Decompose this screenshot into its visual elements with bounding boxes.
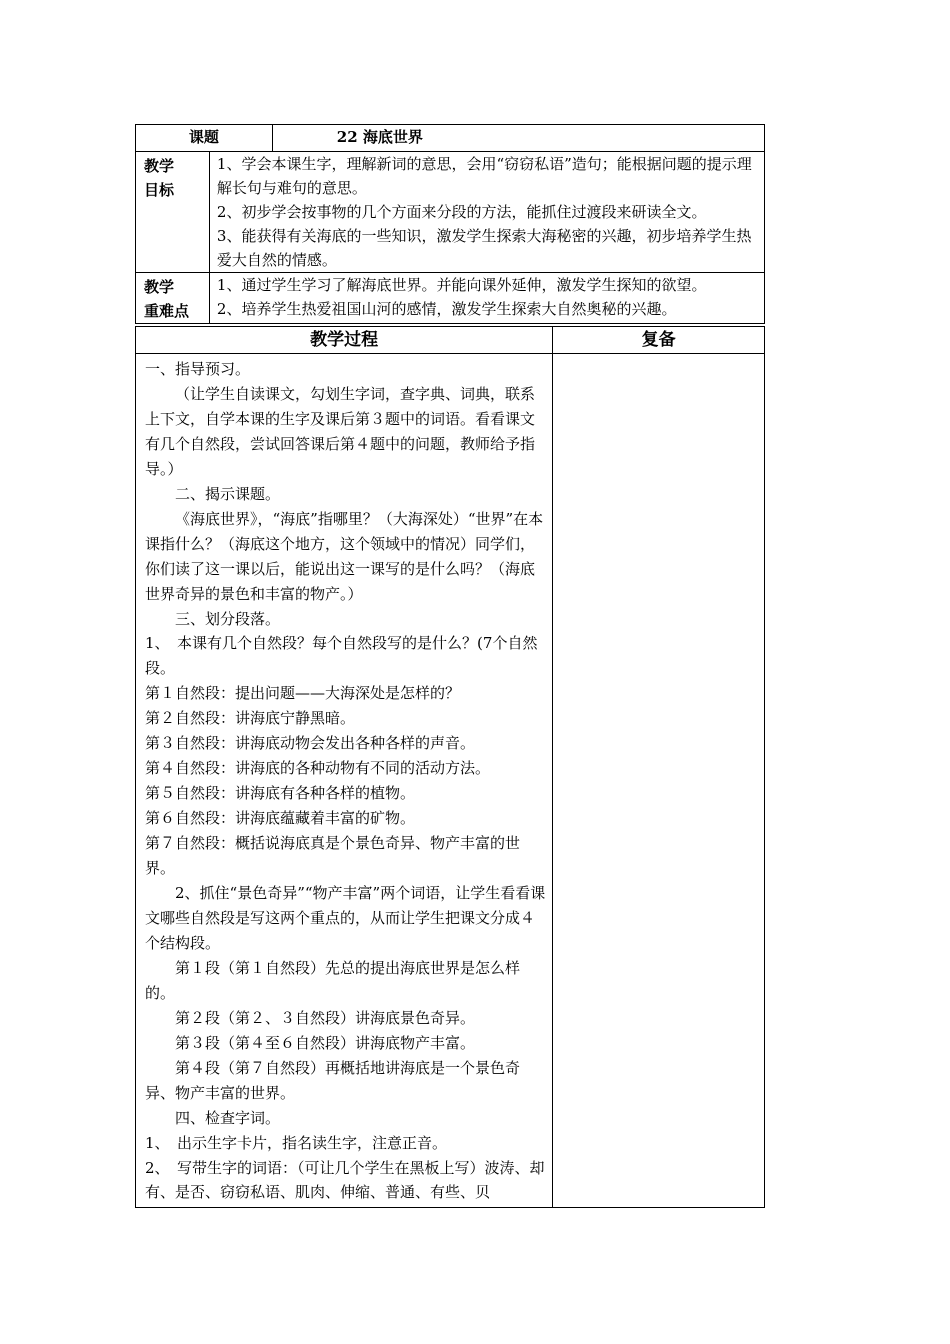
process-paragraph: 一、指导预习。 (145, 360, 251, 378)
lesson-info-table (135, 124, 765, 324)
key-point-item: 1、通过学生学习了解海底世界。并能向课外延伸，激发学生探知的欲望。 (216, 276, 707, 294)
key-points-label (136, 273, 210, 324)
goals-content (209, 152, 764, 273)
process-paragraph: 2、 写带生字的词语：（可让几个学生在黑板上写）波涛、却有、是否、窃窃私语、肌肉、伸缩、普通、有些、贝 (145, 1158, 545, 1202)
key-point-item: 2、培养学生热爱祖国山河的感情，激发学生探索大自然奥秘的兴趣。 (216, 300, 677, 318)
goal-item: 3、能获得有关海底的一些知识，激发学生探索大海秘密的兴趣，初步培养学生热爱大自然的情感。 (216, 227, 752, 269)
process-paragraph: 《海底世界》，“海底”指哪里？（大海深处）“世界”在本课指什么？（海底这个地方，这个领域中的情况）同学们，你们读了这一课以后，能说出这一课写的是什么吗？（海底世界奇异的景色和丰富的物产。） (145, 509, 544, 603)
review-column-header: 复备 (553, 327, 765, 354)
process-paragraph: 第５自然段：讲海底有各种各样的植物。 (145, 784, 416, 803)
process-paragraph: 1、 本课有几个自然段？每个自然段写的是什么？(7个自然段。 (145, 634, 538, 678)
process-column-header: 教学过程 (136, 327, 553, 354)
topic-label: 课题 (136, 125, 273, 152)
key-points-content (209, 273, 764, 324)
process-paragraph: 1、 出示生字卡片，指名读生字，注意正音。 (145, 1133, 448, 1152)
topic-row (136, 125, 765, 152)
process-paragraph: （让学生自读课文，勾划生字词，查字典、词典，联系上下文，自学本课的生字及课后第３题中的词语。看看课文有几个自然段，尝试回答课后第４题中的问题，教师给予指导。） (145, 384, 536, 478)
key-points-row (136, 273, 765, 324)
goals-label (136, 152, 210, 273)
goals-label-line1: 教学 (144, 157, 175, 175)
topic-value: 22 海底世界 (272, 125, 764, 152)
column-header-row (136, 327, 765, 354)
goal-item: 2、初步学会按事物的几个方面来分段的方法，能抓住过渡段来研读全文。 (216, 203, 707, 221)
process-paragraph: 第６自然段：讲海底蕴藏着丰富的矿物。 (145, 809, 416, 828)
process-paragraph: 二、揭示课题。 (175, 484, 281, 503)
key-points-label-line1: 教学 (144, 278, 175, 296)
process-paragraph: 第３段（第４至６自然段）讲海底物产丰富。 (175, 1033, 476, 1052)
goals-row (136, 152, 765, 273)
process-paragraph: 第１段（第１自然段）先总的提出海底世界是怎么样的。 (145, 958, 521, 1002)
process-paragraph: 第２自然段：讲海底宁静黑暗。 (145, 709, 356, 728)
goal-item: 1、学会本课生字，理解新词的意思，会用“窃窃私语”造句；能根据问题的提示理解长句与难句的意思。 (216, 155, 752, 197)
process-paragraph: 第３自然段：讲海底动物会发出各种各样的声音。 (145, 734, 476, 753)
process-row (136, 354, 765, 1208)
teaching-process-table (135, 326, 765, 1208)
process-paragraph: 第４段（第７自然段）再概括地讲海底是一个景色奇异、物产丰富的世界。 (145, 1058, 521, 1102)
process-paragraph: 2、抓住“景色奇异”“物产丰富”两个词语，让学生看看课文哪些自然段是写这两个重点的，从而让学生把课文分成４个结构段。 (145, 884, 546, 952)
process-paragraph: 第２段（第２、３自然段）讲海底景色奇异。 (175, 1008, 476, 1027)
key-points-label-line2: 重难点 (144, 302, 190, 320)
process-content (136, 354, 553, 1208)
process-paragraph: 三、划分段落。 (175, 609, 281, 628)
process-paragraph: 第４自然段：讲海底的各种动物有不同的活动方法。 (145, 759, 491, 778)
process-paragraph: 第１自然段：提出问题——大海深处是怎样的？ (145, 684, 461, 703)
process-paragraph: 第７自然段：概括说海底真是个景色奇异、物产丰富的世界。 (145, 834, 521, 878)
process-paragraph: 四、检查字词。 (175, 1108, 281, 1127)
goals-label-line2: 目标 (144, 181, 175, 199)
review-notes-cell (553, 354, 765, 1208)
